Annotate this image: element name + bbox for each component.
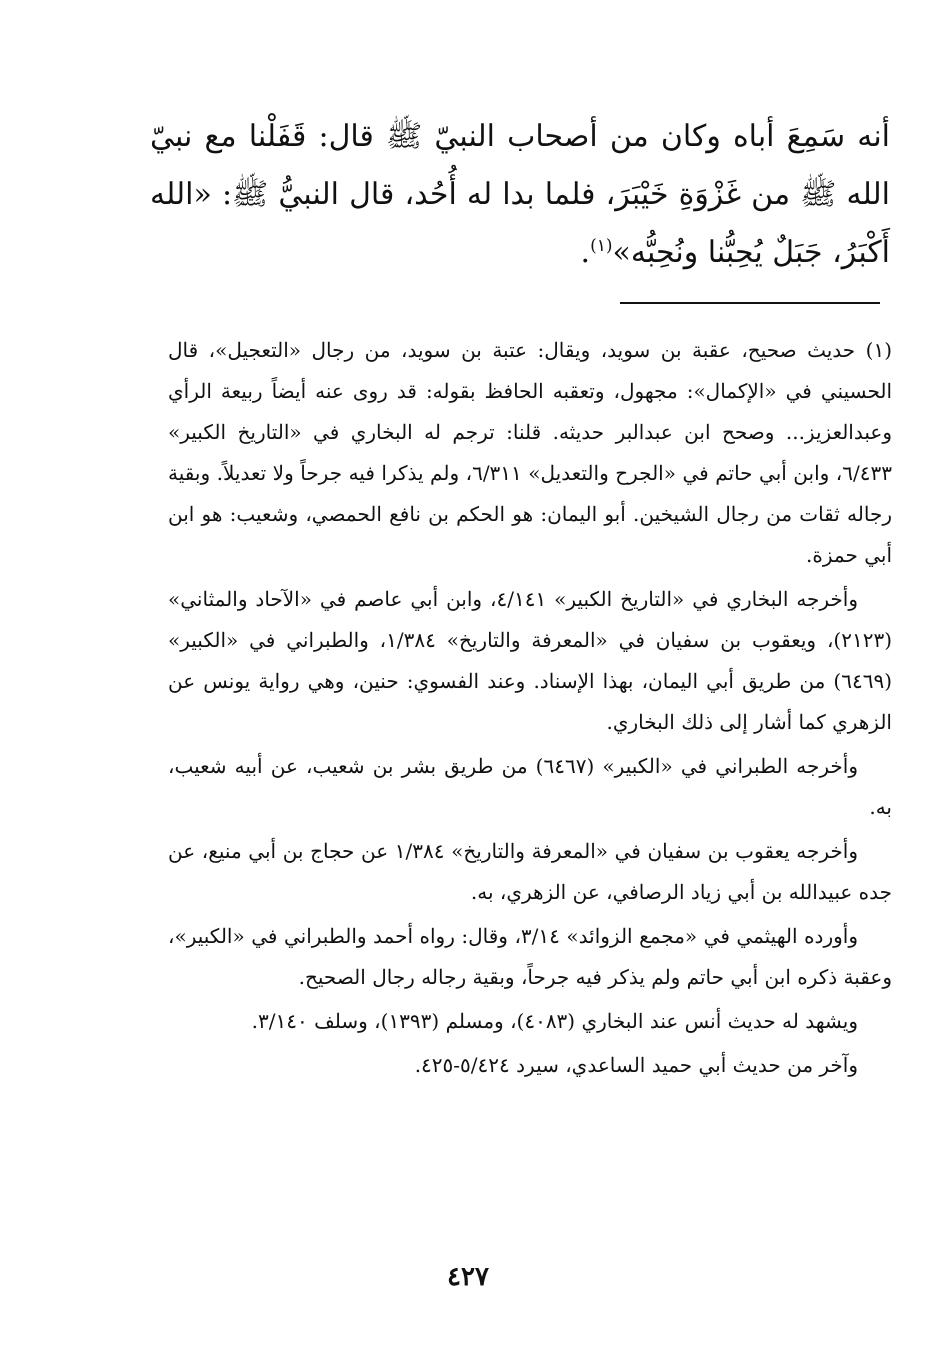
footnote-paragraph: وأورده الهيثمي في «مجمع الزوائد» ٣/١٤، وقال: رواه أحمد والطبراني في «الكبير»، وعقبة ذكره ابن أبي حاتم ولم يذكر فيه جرحاً، وبقية رجاله رجال الصحيح. <box>168 924 892 989</box>
footnote-paragraph: وأخرجه البخاري في «التاريخ الكبير» ٤/١٤١، وابن أبي عاصم في «الآحاد والمثاني» (٢١٢٣)، ويعقوب بن سفيان في «المعرفة والتاريخ» ١/٣٨٤، والطبراني في «الكبير» (٦٤٦٩) من طريق أبي اليمان، بهذا الإسناد. وعند الفسوي: حنين، وهي رواية يونس عن الزهري كما أشار إلى ذلك البخاري. <box>168 587 893 734</box>
footnote-marker: (١) <box>590 236 613 256</box>
main-paragraph <box>150 108 890 282</box>
footnote-separator <box>620 302 880 304</box>
main-text-block <box>150 108 890 282</box>
footnote-paragraph: (١) حديث صحيح، عقبة بن سويد، ويقال: عتبة بن سويد، من رجال «التعجيل»، قال الحسيني في «الإكمال»: مجهول، وتعقبه الحافظ بقوله: قد روى عنه أيضاً ربيعة الرأي وعبدالعزيز... وصحح ابن عبدالبر حديثه. قلنا: ترجم له البخاري في «التاريخ الكبير» ٦/٤٣٣، وابن أبي حاتم في «الجرح والتعديل» ٦/٣١١، ولم يذكرا فيه جرحاً ولا تعديلاً. وبقية رجاله ثقات من رجال الشيخين. أبو اليمان: هو الحكم بن نافع الحمصي، وشعيب: هو ابن أبي حمزة. <box>168 338 892 567</box>
footnote-paragraph: وأخرجه الطبراني في «الكبير» (٦٤٦٧) من طريق بشر بن شعيب، عن أبيه شعيب، به. <box>168 754 892 819</box>
main-text: أنه سَمِعَ أباه وكان من أصحاب النبيّ ﷺ قال: قَفَلْنا مع نبيّ الله ﷺ من غَزْوَةِ خَيْبَرَ، فلما بدا له أُحُد، قال النبيُّ ﷺ: «الله أَكْبَرُ، جَبَلٌ يُحِبُّنا ونُحِبُّه» <box>150 119 890 270</box>
page-number: ٤٢٧ <box>447 1262 489 1292</box>
footnotes-block <box>168 330 892 1089</box>
footnote-paragraph: وآخر من حديث أبي حميد الساعدي، سيرد ٥/٤٢٤-٤٢٥. <box>414 1053 858 1077</box>
footnote-paragraph: وأخرجه يعقوب بن سفيان في «المعرفة والتاريخ» ١/٣٨٤ عن حجاج بن أبي منيع، عن جده عبيدالله بن أبي زياد الرصافي، عن الزهري، به. <box>168 839 892 904</box>
footnote-paragraph: ويشهد له حديث أنس عند البخاري (٤٠٨٣)، ومسلم (١٣٩٣)، وسلف ٣/١٤٠. <box>251 1009 858 1033</box>
main-text-end: . <box>580 235 591 270</box>
